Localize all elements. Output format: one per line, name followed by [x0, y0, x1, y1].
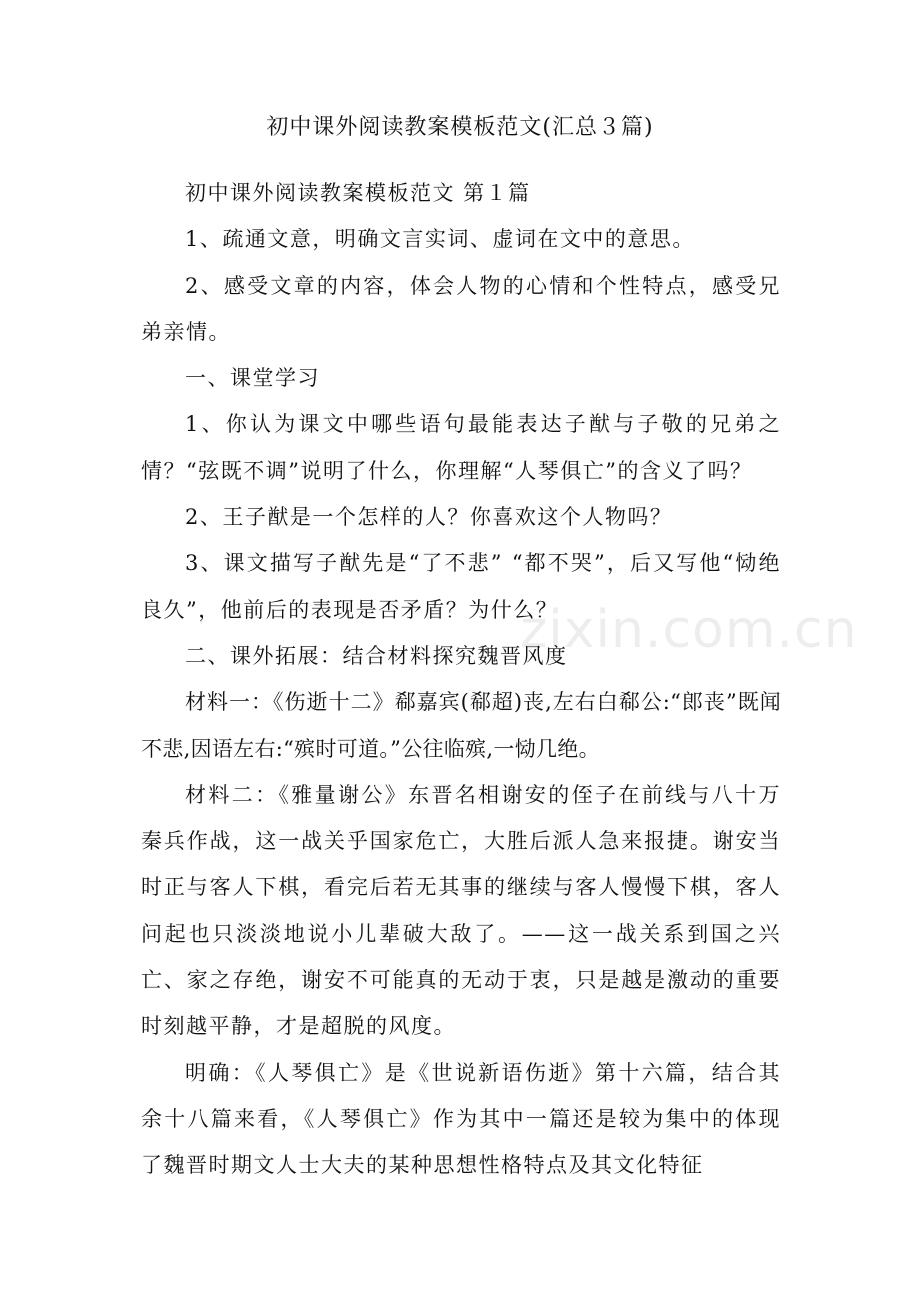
- paragraph: 2、感受文章的内容，体会人物的心情和个性特点，感受兄弟亲情。: [141, 273, 781, 344]
- watermark: zixin.com.cn: [520, 600, 858, 660]
- paragraph: 材料二：《雅量谢公》东晋名相谢安的侄子在前线与八十万秦兵作战，这一战关乎国家危亡，大胜后派人急来报捷。谢安当时正与客人下棋，看完后若无其事的继续与客人慢慢下棋，客人问起也只淡淡地说小儿辈破大敌了。——这一战关系到国之兴亡、家之存绝，谢安不可能真的无动于衷，只是越是激动的重要时刻越平静，才是超脱的风度。: [141, 782, 781, 1039]
- paragraph: 材料一：《伤逝十二》郗嘉宾(郗超)丧,左右白郗公:“郎丧”既闻不悲,因语左右:“殡时可道。”公往临殡,一恸几绝。: [141, 690, 781, 761]
- paragraph: 1、疏通文意，明确文言实词、虚词在文中的意思。: [185, 227, 695, 252]
- paragraph: 2、王子猷是一个怎样的人？你喜欢这个人物吗？: [185, 505, 673, 530]
- paragraph: 1、你认为课文中哪些语句最能表达子猷与子敬的兄弟之情？“弦既不调”说明了什么，你理解“人琴俱亡”的含义了吗？: [141, 412, 781, 483]
- paragraph: 明确：《人琴俱亡》是《世说新语伤逝》第十六篇，结合其余十八篇来看，《人琴俱亡》作为其中一篇还是较为集中的体现了魏晋时期文人士大夫的某种思想性格特点及其文化特征: [141, 1060, 781, 1178]
- paragraph: 3、课文描写子猷先是“了不悲” “都不哭”，后又写他“恸绝良久”，他前后的表现是否矛盾？为什么？: [141, 551, 781, 622]
- section-heading: 初中课外阅读教案模板范文 第１篇: [185, 181, 531, 205]
- document-title: 初中课外阅读教案模板范文(汇总３篇): [266, 115, 654, 140]
- document-body: [141, 170, 781, 1189]
- section-heading: 一、课堂学习: [185, 366, 320, 391]
- section-heading: 二、课外拓展：结合材料探究魏晋风度: [185, 643, 568, 668]
